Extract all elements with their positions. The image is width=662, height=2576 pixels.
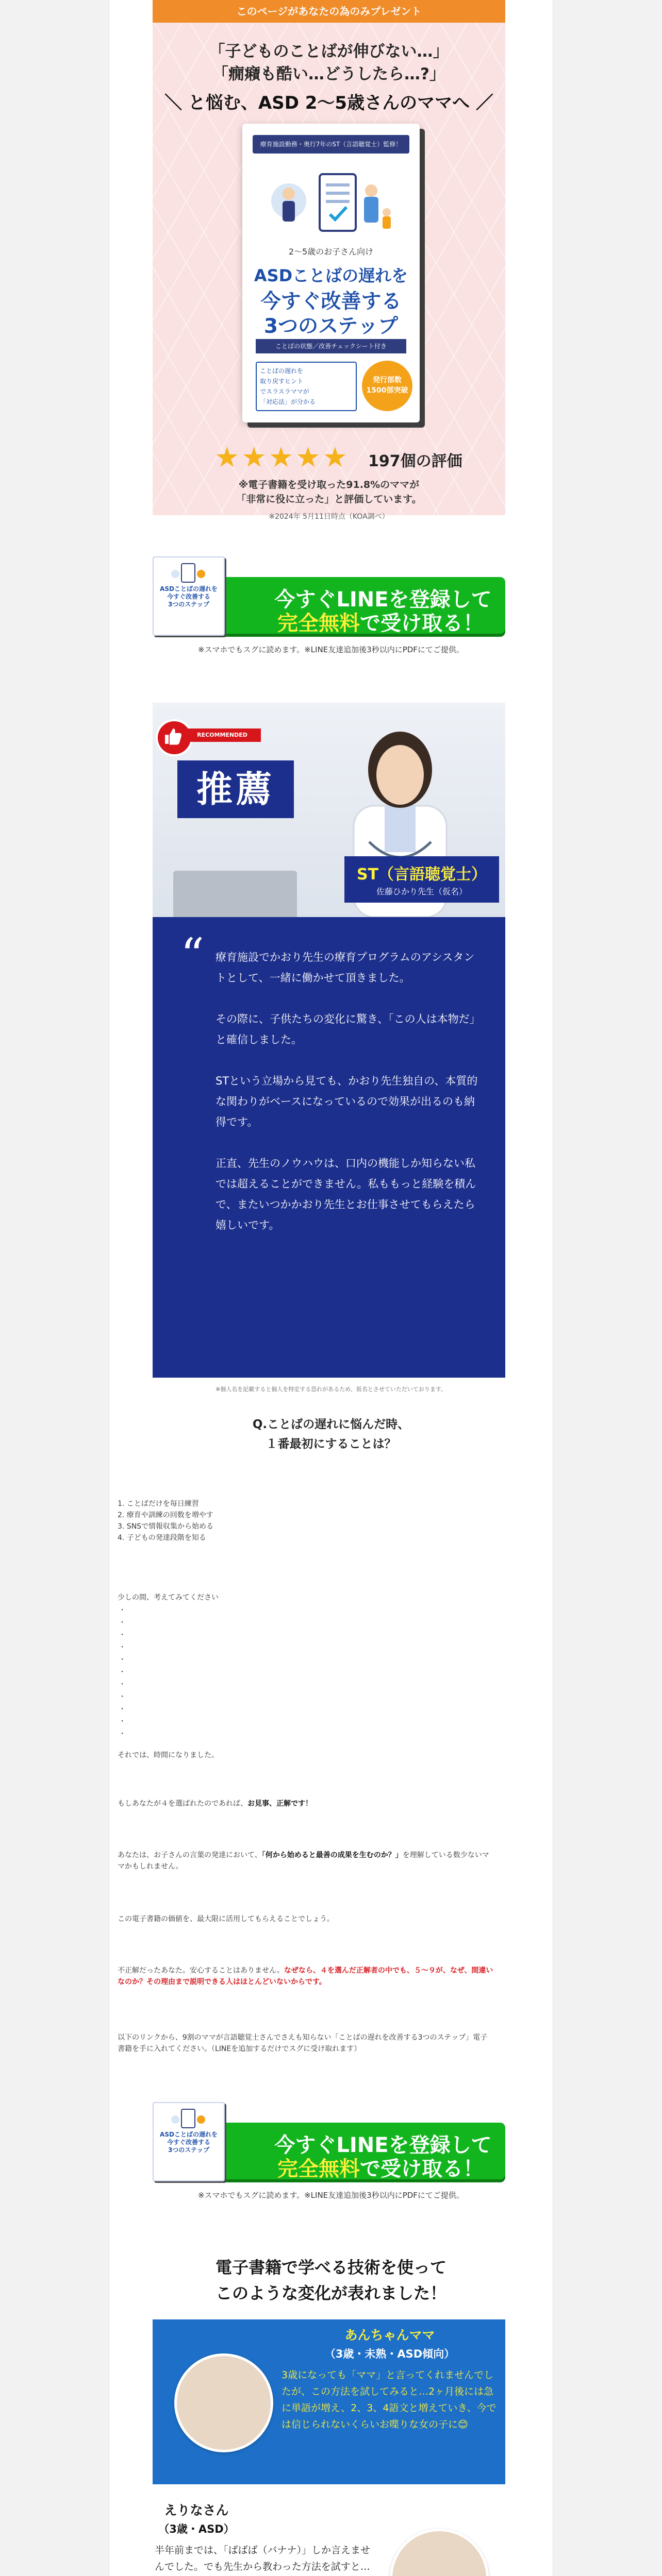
testimonial-meta: （3歳・ASD） [158, 2523, 235, 2535]
pause-dots [119, 1604, 129, 1740]
cta-ebook-title [157, 2131, 221, 2154]
review-note: 「非常に役に立った」と評価しています。 [236, 494, 422, 505]
sales-seal-label: 発行部数 [373, 376, 402, 384]
recommendation-card [153, 703, 505, 1378]
recommender-title: ST（言語聴覚士） [356, 866, 487, 884]
answer-option: 1. ことばだけを毎日練習 [118, 1500, 199, 1508]
cta-ebook-title-line: 今すぐ改善する [167, 2139, 210, 2146]
ebook-feature: でスラスラママが [260, 388, 309, 395]
pause-dot: ・ [119, 1730, 126, 1738]
cta-ebook-title-line: 3つのステップ [168, 601, 210, 608]
answer-paragraph: この電子書籍の価値を、最大限に活用してもらえることでしょう。 [118, 1915, 334, 1923]
testimonial-meta: （3歳・未熟・ASD傾向） [324, 2348, 455, 2360]
pause-dot: ・ [119, 1705, 126, 1714]
cta-ebook-title [157, 585, 221, 608]
testimonial-avatar [174, 2353, 273, 2452]
ebook-feature: 「対応法」が分かる [260, 398, 316, 405]
answer-options [118, 1498, 494, 1544]
laptop-image [173, 871, 297, 917]
review-note: ※電子書籍を受け取った91.8%のママが [238, 479, 420, 490]
answer-text: あなたは、お子さんの言葉の発達において、 [118, 1851, 262, 1859]
answer-option: 3. SNSで情報収集から始める [118, 1522, 214, 1531]
sales-seal [362, 361, 412, 411]
quote-icon: “ [180, 928, 205, 982]
answer-text: もしあなたが４を選ばれたのであれば、 [118, 1800, 247, 1808]
answer-paragraph [118, 1965, 494, 1988]
ebook-title-1: ASDことばの遅れを [254, 266, 408, 285]
pause-dot: ・ [119, 1693, 126, 1701]
recommender-name-box [344, 856, 499, 903]
mother-child-illustration [258, 165, 404, 237]
ebook-title-3: 3つのステップ [263, 315, 399, 338]
ebook-cover [242, 124, 420, 422]
ebook-badge: 療育施設勤務・奥行7年のST（言語聴覚士）監修！ [253, 135, 409, 154]
review-count: 197個の評価 [368, 452, 462, 470]
time-up-text: それでは、時間になりました。 [118, 1751, 219, 1759]
question-line: １番最初にすることは？ [266, 1437, 396, 1451]
answer-paragraph [118, 1850, 494, 1872]
recommendation-heading: 推薦 [177, 760, 294, 818]
ebook-feature-list [256, 362, 357, 411]
testimonials-heading-line: このような変化が表れました！ [215, 2283, 446, 2303]
testimonial-card [153, 2495, 505, 2576]
cta-highlight: 完全無料 [277, 2157, 360, 2181]
recommender-name: 佐藤ひかり先生（仮名） [376, 887, 467, 896]
cta-label-line2 [262, 607, 499, 636]
line-register-button[interactable] [153, 556, 505, 634]
answer-emphasis: なぜなら、４を選んだ正解者の中でも、５〜９が、なぜ、間違いなのか？その理由まで説明できる人はほとんどいないからです。 [118, 1967, 493, 1986]
disclaimer: ※個人名を記載すると個人を特定する恐れがあるため、仮名とさせていただいております。 [216, 1386, 446, 1393]
think-prompt: 少しの間、考えてみてください [118, 1594, 219, 1602]
cta-ebook-title-line: ASDことばの遅れを [160, 2131, 218, 2138]
pause-dot: ・ [119, 1668, 126, 1676]
testimonial-name: あんちゃんママ [344, 2328, 435, 2343]
pause-dot: ・ [119, 1656, 126, 1664]
review-date-note: ※2024年 5月11日時点（KOA調べ） [269, 513, 389, 521]
recommendation-paragraph: STという立場から見ても、かおり先生独自の、本質的な関わりがベースになっているので効果が出るのも納得です。 [216, 1075, 478, 1128]
cta-label-line1: 今すぐLINEを登録して [274, 2133, 492, 2157]
recommendation-photo [153, 703, 505, 917]
pause-dot: ・ [119, 1606, 126, 1615]
cta-ebook-title-line: 今すぐ改善する [167, 593, 210, 600]
hero-headline-2: 「癇癪も酷い…どうしたら…?」 [212, 65, 445, 83]
answer-text: 不正解だったあなた。安心することはありません。 [118, 1967, 284, 1975]
cta-ebook-title-line: ASDことばの遅れを [160, 585, 218, 592]
rating-stars-icon: ★★★★★ [214, 441, 350, 473]
answer-paragraph [118, 1798, 494, 1809]
cta-label-line2 [262, 2153, 499, 2182]
ebook-illustration-icon [169, 2108, 207, 2129]
cta-label-rest: で受け取る！ [360, 2157, 484, 2181]
cta-button-body[interactable] [190, 2123, 505, 2179]
question-title [109, 1415, 553, 1454]
cta-note: ※スマホでもスグに読めます。※LINE友達追加後3秒以内にPDFにてご提供。 [198, 645, 464, 654]
testimonial-name: えりなさん [164, 2503, 229, 2518]
cta-ebook-thumbnail [153, 556, 225, 636]
ebook-illustration-icon [169, 563, 207, 583]
sales-seal-value: 1500部突破 [366, 386, 408, 395]
pause-dot: ・ [119, 1681, 126, 1689]
ebook-title-2: 今すぐ改善する [260, 290, 402, 313]
pause-dot: ・ [119, 1619, 126, 1627]
pause-dot: ・ [119, 1631, 126, 1639]
cta-note: ※スマホでもスグに読めます。※LINE友達追加後3秒以内にPDFにてご提供。 [198, 2191, 464, 2200]
recommendation-paragraph: 療育施設でかおり先生の療育プログラムのアシスタントとして、一緒に働かせて頂きました。 [216, 951, 475, 984]
recommended-ribbon: RECOMMENDED [184, 728, 261, 742]
answer-option: 2. 療育や訓練の回数を増やす [118, 1511, 213, 1519]
answer-option: 4. 子どもの発達段階を知る [118, 1534, 206, 1542]
cta-label-line1: 今すぐLINEを登録して [274, 588, 492, 612]
testimonial-avatar [390, 2529, 489, 2576]
answer-text: を理解している数少ないママかもしれません。 [118, 1851, 489, 1871]
hero-headline-1: 「子どものことばが伸びない…」 [209, 42, 449, 61]
answer-emphasis: 「何から始めると最善の成果を生むのか？」 [261, 1851, 403, 1859]
pause-dot: ・ [119, 1643, 126, 1652]
testimonial-text: 半年前までは、「ばばば（バナナ）」しか言えませんでした。でも先生から教わった方法を試すと… [155, 2545, 371, 2572]
cta-highlight: 完全無料 [277, 612, 360, 635]
line-register-button[interactable] [153, 2102, 505, 2179]
cta-label-rest: で受け取る！ [360, 612, 484, 635]
ebook-feature: 取り戻すヒント [260, 378, 304, 385]
testimonials-heading [109, 2255, 553, 2306]
top-banner: このページがあなたの為のみプレゼント [153, 0, 505, 23]
recommendation-paragraph: 正直、先生のノウハウは、口内の機能しか知らない私では超えることができません。私ももっと経験を積んで、またいつかかおり先生とお仕事させてもらえたら嬉しいです。 [216, 1157, 476, 1231]
recommendation-text [216, 947, 478, 1256]
answer-paragraph: 以下のリンクから、9割のママが言語聴覚士さんでさえも知らない「ことばの遅れを改善する3つのステップ」電子書籍を手に入れてください。（LINEを追加するだけでスグに受け取れます） [118, 2033, 488, 2053]
pause-dot: ・ [119, 1718, 126, 1726]
cta-ebook-thumbnail [153, 2102, 225, 2181]
question-line: Q.ことばの遅れに悩んだ時、 [252, 1418, 410, 1431]
ebook-feature: ことばの遅れを [260, 367, 304, 375]
answer-emphasis: お見事、正解です！ [247, 1800, 312, 1808]
hero-section [153, 23, 505, 521]
hero-target-line: ＼ と悩む、ASD 2〜5歳さんのママへ ／ [164, 93, 493, 113]
testimonial-card [153, 2319, 505, 2484]
cta-ebook-title-line: 3つのステップ [168, 2146, 210, 2154]
testimonials-heading-line: 電子書籍で学べる技術を使って [215, 2258, 446, 2277]
cta-button-body[interactable] [190, 577, 505, 634]
testimonial-text: 3歳になっても「ママ」と言ってくれませんでしたが、この方法を試してみると…2ヶ月後には急に単語が増え、2、3、4語文と増えていき、今では信じられないくらいお喋りな女の子に😊 [282, 2369, 496, 2430]
ebook-target-age: 2〜5歳のお子さん向け [288, 247, 374, 257]
landing-page [109, 0, 553, 2576]
recommendation-paragraph: その際に、子供たちの変化に驚き、「この人は本物だ」と確信しました。 [216, 1013, 475, 1046]
ebook-subtitle: ことばの状態／改善チェックシート付き [256, 339, 406, 353]
